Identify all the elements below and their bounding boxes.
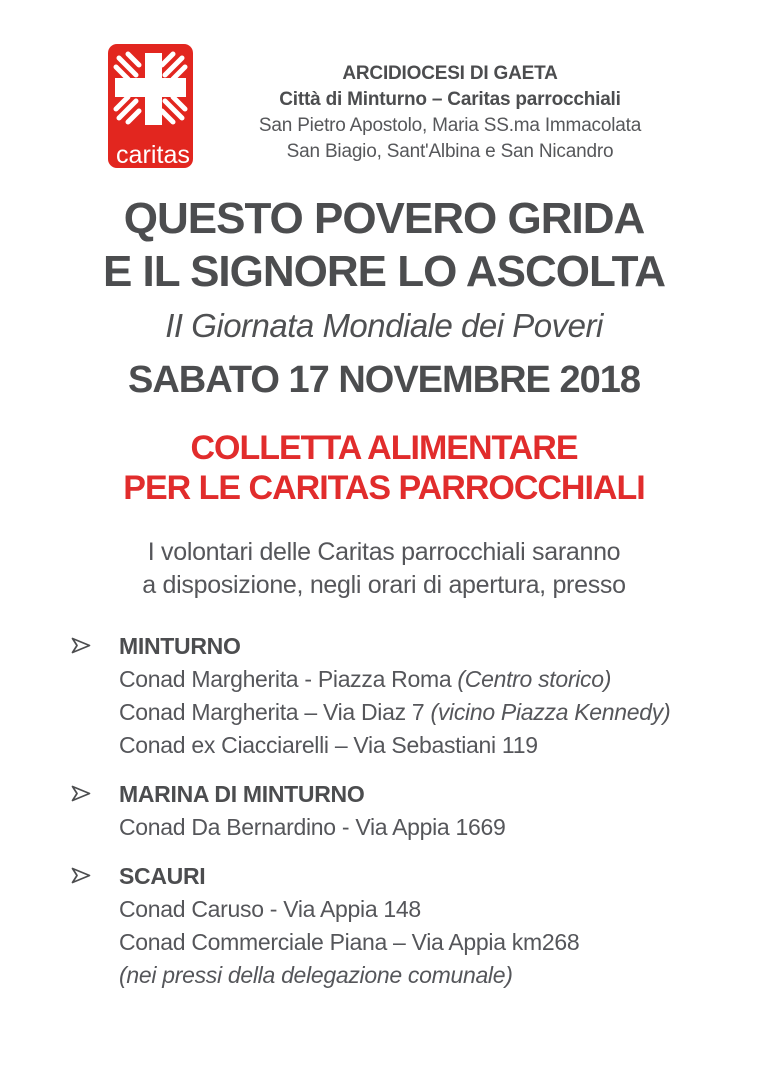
item-text: Conad Commerciale Piana – Via Appia km268: [119, 929, 580, 955]
item-text: Conad Margherita – Via Diaz 7: [119, 699, 431, 725]
arrowhead-bullet-icon: [71, 860, 119, 893]
page-title-line1: QUESTO POVERO GRIDA: [123, 194, 645, 243]
header-text-block: [132, 61, 768, 165]
intro-line1: I volontari delle Caritas parrocchiali saranno: [147, 538, 621, 566]
section-name: MARINA DI MINTURNO: [119, 781, 365, 807]
item-text: Conad Da Bernardino - Via Appia 1669: [119, 814, 506, 840]
header-line-city: Città di Minturno – Caritas parrocchiali: [279, 89, 621, 110]
item-note: (nei pressi della delegazione comunale): [119, 962, 513, 988]
section-header: [71, 778, 768, 811]
location-item: [71, 926, 768, 959]
section-name: SCAURI: [119, 863, 206, 889]
item-text: Conad Caruso - Via Appia 148: [119, 896, 421, 922]
section-marina-di-minturno: [71, 778, 768, 844]
item-note: (vicino Piazza Kennedy): [430, 699, 671, 725]
location-item: [71, 811, 768, 844]
item-text: Conad Margherita - Piazza Roma: [119, 666, 458, 692]
header-line-parishes-2: San Biagio, Sant'Albina e San Nicandro: [286, 141, 614, 162]
location-item: [71, 663, 768, 696]
intro-paragraph: [0, 536, 768, 602]
section-scauri: [71, 860, 768, 992]
banner-line2: PER LE CARITAS PARROCCHIALI: [123, 469, 645, 507]
location-item: [71, 696, 768, 729]
location-item: [71, 959, 768, 992]
banner-collection: [0, 428, 768, 508]
arrowhead-bullet-icon: [71, 778, 119, 811]
event-date: SABATO 17 NOVEMBRE 2018: [128, 359, 640, 401]
section-minturno: [71, 630, 768, 762]
location-item: [71, 729, 768, 762]
item-text: Conad ex Ciacciarelli – Via Sebastiani 119: [119, 732, 538, 758]
locations-list: [71, 630, 768, 992]
section-name: MINTURNO: [119, 633, 241, 659]
header-line-parishes-1: San Pietro Apostolo, Maria SS.ma Immacolata: [258, 115, 642, 136]
banner-line1: COLLETTA ALIMENTARE: [190, 429, 578, 467]
location-item: [71, 893, 768, 926]
subtitle-world-day: II Giornata Mondiale dei Poveri: [165, 307, 603, 344]
page-title: [0, 192, 768, 298]
item-note: (Centro storico): [457, 666, 612, 692]
arrowhead-bullet-icon: [71, 630, 119, 663]
section-header: [71, 630, 768, 663]
header-line-archdiocese: ARCIDIOCESI DI GAETA: [342, 63, 558, 84]
page-title-line2: E IL SIGNORE LO ASCOLTA: [102, 247, 666, 296]
section-header: [71, 860, 768, 893]
header: [0, 44, 768, 168]
intro-line2: a disposizione, negli orari di apertura, presso: [142, 571, 626, 599]
logo-wordmark: caritas: [116, 141, 190, 168]
